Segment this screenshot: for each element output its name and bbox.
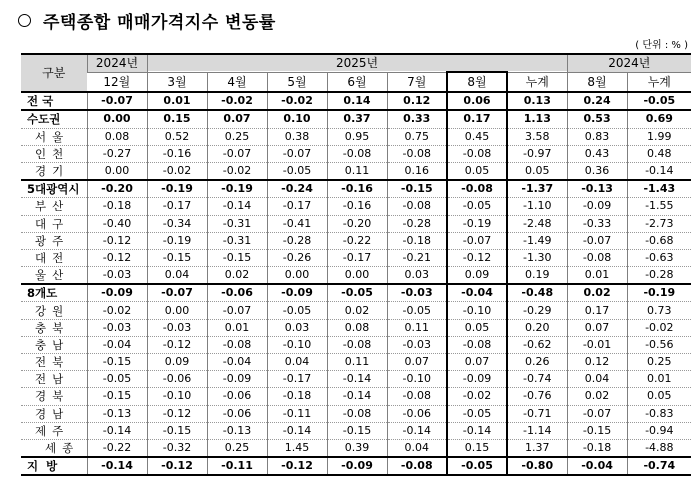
cell-highlight: 0.05 bbox=[447, 162, 507, 180]
cell: -0.09 bbox=[267, 284, 327, 302]
cell: -0.08 bbox=[387, 457, 447, 475]
cell: -0.15 bbox=[327, 422, 387, 439]
cell: 0.00 bbox=[147, 302, 207, 319]
table-row bbox=[21, 198, 691, 215]
cell: 0.00 bbox=[327, 267, 387, 285]
cell: -0.31 bbox=[207, 232, 267, 249]
cell-highlight: -0.04 bbox=[447, 284, 507, 302]
row-label: 세종 bbox=[21, 439, 87, 457]
cell: -0.14 bbox=[87, 422, 147, 439]
cell: -0.28 bbox=[387, 215, 447, 232]
cell-highlight: -0.08 bbox=[447, 145, 507, 162]
cell: -0.14 bbox=[327, 371, 387, 388]
cell: 0.14 bbox=[327, 92, 387, 110]
cell: -0.09 bbox=[207, 371, 267, 388]
cell: 0.12 bbox=[387, 92, 447, 110]
cell: -0.16 bbox=[327, 198, 387, 215]
col-header: 7월 bbox=[387, 72, 447, 92]
cell-highlight: -0.07 bbox=[447, 232, 507, 249]
table-row bbox=[21, 232, 691, 249]
cell: -0.04 bbox=[207, 354, 267, 371]
cell: 0.04 bbox=[567, 371, 627, 388]
cell: 0.36 bbox=[567, 162, 627, 180]
cell: -0.19 bbox=[207, 180, 267, 198]
cell: 0.38 bbox=[267, 128, 327, 145]
cell: 0.09 bbox=[147, 354, 207, 371]
cell: 0.73 bbox=[627, 302, 691, 319]
col-header: 6월 bbox=[327, 72, 387, 92]
cell-highlight: -0.14 bbox=[447, 422, 507, 439]
cell: 0.75 bbox=[387, 128, 447, 145]
row-label: 서울 bbox=[21, 128, 87, 145]
cell: -1.30 bbox=[507, 249, 567, 266]
cell: -0.15 bbox=[147, 422, 207, 439]
cell: -0.12 bbox=[147, 336, 207, 353]
cell: -0.03 bbox=[387, 284, 447, 302]
cell: 0.33 bbox=[387, 110, 447, 128]
cell-highlight: -0.05 bbox=[447, 405, 507, 422]
cell: -0.04 bbox=[567, 457, 627, 475]
cell: -0.74 bbox=[627, 457, 691, 475]
cell-highlight: -0.08 bbox=[447, 180, 507, 198]
cell: -0.19 bbox=[147, 180, 207, 198]
cell: 0.02 bbox=[327, 302, 387, 319]
cell: -0.01 bbox=[567, 336, 627, 353]
cell: -0.20 bbox=[87, 180, 147, 198]
cell: 0.48 bbox=[627, 145, 691, 162]
cell: -0.62 bbox=[507, 336, 567, 353]
cell: 0.00 bbox=[267, 267, 327, 285]
cell: 0.02 bbox=[567, 388, 627, 405]
table-row bbox=[21, 110, 691, 128]
row-label: 인천 bbox=[21, 145, 87, 162]
cell: 0.52 bbox=[147, 128, 207, 145]
cell: 0.08 bbox=[87, 128, 147, 145]
cell: -0.17 bbox=[147, 198, 207, 215]
cell: -0.04 bbox=[87, 336, 147, 353]
cell: -0.03 bbox=[87, 319, 147, 336]
cell: -0.28 bbox=[267, 232, 327, 249]
cell: -0.14 bbox=[207, 198, 267, 215]
cell: 0.12 bbox=[567, 354, 627, 371]
cell: -0.06 bbox=[207, 388, 267, 405]
cell-highlight: -0.02 bbox=[447, 388, 507, 405]
cell-highlight: 0.15 bbox=[447, 439, 507, 457]
row-label: 제주 bbox=[21, 422, 87, 439]
cell: 0.01 bbox=[207, 319, 267, 336]
cell: 0.19 bbox=[507, 267, 567, 285]
cell: -0.10 bbox=[267, 336, 327, 353]
row-label: 경북 bbox=[21, 388, 87, 405]
cell: -0.08 bbox=[327, 405, 387, 422]
row-label: 전남 bbox=[21, 371, 87, 388]
cell: -0.12 bbox=[87, 249, 147, 266]
cell: -0.15 bbox=[147, 249, 207, 266]
cell: -0.12 bbox=[147, 457, 207, 475]
row-label: 5대광역시 bbox=[21, 180, 87, 198]
cell: -0.07 bbox=[207, 302, 267, 319]
cell-highlight: -0.12 bbox=[447, 249, 507, 266]
cell-highlight: -0.10 bbox=[447, 302, 507, 319]
table-row bbox=[21, 457, 691, 475]
circle-bullet-icon bbox=[18, 14, 31, 27]
cell: -0.32 bbox=[147, 439, 207, 457]
table-row bbox=[21, 284, 691, 302]
cell: -0.05 bbox=[327, 284, 387, 302]
table-row bbox=[21, 405, 691, 422]
cell: 0.10 bbox=[267, 110, 327, 128]
unit-label: ( 단위 : % ) bbox=[635, 40, 688, 51]
cell: -1.43 bbox=[627, 180, 691, 198]
table-row bbox=[21, 267, 691, 285]
col-header: 누계 bbox=[627, 72, 691, 92]
cell-highlight: -0.09 bbox=[447, 371, 507, 388]
row-label: 광주 bbox=[21, 232, 87, 249]
cell: -0.76 bbox=[507, 388, 567, 405]
cell: -0.14 bbox=[267, 422, 327, 439]
row-label: 강원 bbox=[21, 302, 87, 319]
cell: -0.31 bbox=[207, 215, 267, 232]
cell: -0.08 bbox=[207, 336, 267, 353]
cell: -1.10 bbox=[507, 198, 567, 215]
cell: -0.14 bbox=[627, 162, 691, 180]
cell: -0.97 bbox=[507, 145, 567, 162]
cell: -0.26 bbox=[267, 249, 327, 266]
cell: 0.03 bbox=[267, 319, 327, 336]
cell-highlight: 0.09 bbox=[447, 267, 507, 285]
cell: -0.02 bbox=[207, 92, 267, 110]
cell: 1.45 bbox=[267, 439, 327, 457]
row-label: 대구 bbox=[21, 215, 87, 232]
table-row bbox=[21, 180, 691, 198]
cell: 0.04 bbox=[387, 439, 447, 457]
cell: -0.18 bbox=[567, 439, 627, 457]
cell: -0.08 bbox=[387, 145, 447, 162]
cell: 0.01 bbox=[567, 267, 627, 285]
cell: 0.04 bbox=[267, 354, 327, 371]
header-group-2024: 2024년 bbox=[567, 54, 691, 72]
cell: -1.55 bbox=[627, 198, 691, 215]
col-header: 8월 bbox=[567, 72, 627, 92]
cell: -0.29 bbox=[507, 302, 567, 319]
cell: -0.06 bbox=[387, 405, 447, 422]
cell: -0.16 bbox=[147, 145, 207, 162]
cell: -0.07 bbox=[147, 284, 207, 302]
cell: -0.40 bbox=[87, 215, 147, 232]
cell: -0.06 bbox=[207, 405, 267, 422]
cell: -0.02 bbox=[147, 162, 207, 180]
cell: 0.13 bbox=[507, 92, 567, 110]
cell: -0.21 bbox=[387, 249, 447, 266]
cell: -4.88 bbox=[627, 439, 691, 457]
cell: -0.56 bbox=[627, 336, 691, 353]
cell: 0.39 bbox=[327, 439, 387, 457]
cell: -0.27 bbox=[87, 145, 147, 162]
cell: 3.58 bbox=[507, 128, 567, 145]
cell: 0.05 bbox=[507, 162, 567, 180]
cell: -0.83 bbox=[627, 405, 691, 422]
cell: -0.22 bbox=[327, 232, 387, 249]
cell: 0.07 bbox=[387, 354, 447, 371]
cell: -0.07 bbox=[567, 232, 627, 249]
col-header: 누계 bbox=[507, 72, 567, 92]
cell: -0.08 bbox=[327, 145, 387, 162]
table-row bbox=[21, 439, 691, 457]
row-label: 지방 bbox=[21, 457, 87, 475]
header-group-2024-prev: 2024년 bbox=[87, 54, 147, 72]
cell: -0.05 bbox=[267, 162, 327, 180]
table-row bbox=[21, 128, 691, 145]
cell: -0.05 bbox=[627, 92, 691, 110]
cell: -0.15 bbox=[207, 249, 267, 266]
cell: 0.25 bbox=[207, 128, 267, 145]
table-row bbox=[21, 92, 691, 110]
table-row bbox=[21, 354, 691, 371]
cell: -0.05 bbox=[267, 302, 327, 319]
header-group-2025: 2025년 bbox=[147, 54, 567, 72]
cell: -1.37 bbox=[507, 180, 567, 198]
cell-highlight: 0.05 bbox=[447, 319, 507, 336]
cell: -0.71 bbox=[507, 405, 567, 422]
cell: -0.13 bbox=[567, 180, 627, 198]
table-row bbox=[21, 215, 691, 232]
cell: 0.05 bbox=[627, 388, 691, 405]
cell: -0.15 bbox=[87, 388, 147, 405]
cell: 0.03 bbox=[387, 267, 447, 285]
cell: -0.07 bbox=[567, 405, 627, 422]
cell: -0.11 bbox=[267, 405, 327, 422]
cell: -0.03 bbox=[87, 267, 147, 285]
cell: -0.15 bbox=[387, 180, 447, 198]
cell: 0.00 bbox=[87, 110, 147, 128]
cell: 0.20 bbox=[507, 319, 567, 336]
cell-highlight: 0.07 bbox=[447, 354, 507, 371]
cell-highlight: 0.06 bbox=[447, 92, 507, 110]
table-row bbox=[21, 422, 691, 439]
page-title bbox=[18, 8, 276, 33]
cell: -0.15 bbox=[87, 354, 147, 371]
cell: 0.11 bbox=[387, 319, 447, 336]
cell: 0.17 bbox=[567, 302, 627, 319]
cell: -0.09 bbox=[567, 198, 627, 215]
row-label: 전북 bbox=[21, 354, 87, 371]
cell: 1.37 bbox=[507, 439, 567, 457]
cell: -0.08 bbox=[387, 198, 447, 215]
cell: 0.15 bbox=[147, 110, 207, 128]
cell: -0.24 bbox=[267, 180, 327, 198]
cell: -0.18 bbox=[87, 198, 147, 215]
cell: -0.22 bbox=[87, 439, 147, 457]
cell: 0.01 bbox=[627, 371, 691, 388]
row-label: 경남 bbox=[21, 405, 87, 422]
cell: -2.73 bbox=[627, 215, 691, 232]
row-label: 울산 bbox=[21, 267, 87, 285]
cell: -0.74 bbox=[507, 371, 567, 388]
cell: 0.25 bbox=[207, 439, 267, 457]
price-change-table bbox=[21, 53, 691, 476]
table-row bbox=[21, 249, 691, 266]
col-header: 4월 bbox=[207, 72, 267, 92]
row-label: 충북 bbox=[21, 319, 87, 336]
cell-highlight: -0.05 bbox=[447, 457, 507, 475]
cell: 0.16 bbox=[387, 162, 447, 180]
cell: 0.07 bbox=[567, 319, 627, 336]
table-row bbox=[21, 145, 691, 162]
cell: -0.02 bbox=[207, 162, 267, 180]
cell: 0.00 bbox=[87, 162, 147, 180]
cell: 0.69 bbox=[627, 110, 691, 128]
cell: 0.07 bbox=[207, 110, 267, 128]
row-label: 부산 bbox=[21, 198, 87, 215]
cell: -0.13 bbox=[87, 405, 147, 422]
table-row bbox=[21, 162, 691, 180]
cell: 0.02 bbox=[207, 267, 267, 285]
table-row bbox=[21, 302, 691, 319]
col-header-highlight: 8월 bbox=[447, 72, 507, 92]
col-header: 3월 bbox=[147, 72, 207, 92]
cell: -0.80 bbox=[507, 457, 567, 475]
table-row bbox=[21, 371, 691, 388]
cell: -0.41 bbox=[267, 215, 327, 232]
cell: -0.34 bbox=[147, 215, 207, 232]
cell: -0.07 bbox=[87, 92, 147, 110]
table-row bbox=[21, 336, 691, 353]
cell: -0.08 bbox=[327, 336, 387, 353]
cell: -0.05 bbox=[87, 371, 147, 388]
row-label: 8개도 bbox=[21, 284, 87, 302]
cell: -0.12 bbox=[147, 405, 207, 422]
cell: -0.14 bbox=[387, 422, 447, 439]
cell: 0.25 bbox=[627, 354, 691, 371]
header-category: 구분 bbox=[21, 54, 87, 92]
cell: -0.02 bbox=[267, 92, 327, 110]
row-label: 전 국 bbox=[27, 94, 54, 109]
cell: -0.05 bbox=[387, 302, 447, 319]
cell: -0.09 bbox=[87, 284, 147, 302]
row-label: 대전 bbox=[21, 249, 87, 266]
cell: -1.14 bbox=[507, 422, 567, 439]
cell: -0.17 bbox=[267, 371, 327, 388]
cell: -0.12 bbox=[267, 457, 327, 475]
cell: 0.83 bbox=[567, 128, 627, 145]
cell: -0.19 bbox=[147, 232, 207, 249]
cell: 0.53 bbox=[567, 110, 627, 128]
cell: -0.13 bbox=[207, 422, 267, 439]
cell: -0.03 bbox=[387, 336, 447, 353]
cell: -0.06 bbox=[207, 284, 267, 302]
cell: -0.68 bbox=[627, 232, 691, 249]
cell: -0.48 bbox=[507, 284, 567, 302]
cell-highlight: 0.17 bbox=[447, 110, 507, 128]
cell: 0.04 bbox=[147, 267, 207, 285]
cell: -0.07 bbox=[207, 145, 267, 162]
cell: -0.63 bbox=[627, 249, 691, 266]
cell: 0.26 bbox=[507, 354, 567, 371]
cell: -0.18 bbox=[267, 388, 327, 405]
row-label: 경기 bbox=[21, 162, 87, 180]
cell: 0.08 bbox=[327, 319, 387, 336]
cell: -0.14 bbox=[327, 388, 387, 405]
cell: -0.33 bbox=[567, 215, 627, 232]
table-row bbox=[21, 388, 691, 405]
cell-highlight: -0.19 bbox=[447, 215, 507, 232]
cell: -0.20 bbox=[327, 215, 387, 232]
cell: 0.01 bbox=[147, 92, 207, 110]
cell: -0.19 bbox=[627, 284, 691, 302]
cell: -0.08 bbox=[567, 249, 627, 266]
cell: 1.13 bbox=[507, 110, 567, 128]
cell: -2.48 bbox=[507, 215, 567, 232]
cell: -0.08 bbox=[387, 388, 447, 405]
cell: -1.49 bbox=[507, 232, 567, 249]
cell: 1.99 bbox=[627, 128, 691, 145]
cell: -0.12 bbox=[87, 232, 147, 249]
cell: 0.24 bbox=[567, 92, 627, 110]
cell: -0.28 bbox=[627, 267, 691, 285]
cell: -0.14 bbox=[87, 457, 147, 475]
cell: 0.11 bbox=[327, 354, 387, 371]
cell-highlight: 0.45 bbox=[447, 128, 507, 145]
cell: -0.15 bbox=[567, 422, 627, 439]
table-row bbox=[21, 319, 691, 336]
cell: -0.07 bbox=[267, 145, 327, 162]
cell: -0.16 bbox=[327, 180, 387, 198]
cell: -0.18 bbox=[387, 232, 447, 249]
row-label: 충남 bbox=[21, 336, 87, 353]
cell: -0.06 bbox=[147, 371, 207, 388]
cell: 0.43 bbox=[567, 145, 627, 162]
title-text: 주택종합 매매가격지수 변동률 bbox=[43, 13, 276, 33]
cell: -0.94 bbox=[627, 422, 691, 439]
cell: 0.37 bbox=[327, 110, 387, 128]
col-header: 5월 bbox=[267, 72, 327, 92]
col-header: 12월 bbox=[87, 72, 147, 92]
cell-highlight: -0.08 bbox=[447, 336, 507, 353]
cell: 0.11 bbox=[327, 162, 387, 180]
cell: -0.17 bbox=[267, 198, 327, 215]
cell: -0.02 bbox=[87, 302, 147, 319]
cell: 0.95 bbox=[327, 128, 387, 145]
cell: -0.03 bbox=[147, 319, 207, 336]
cell-highlight: -0.05 bbox=[447, 198, 507, 215]
cell: -0.10 bbox=[147, 388, 207, 405]
cell: -0.17 bbox=[327, 249, 387, 266]
cell: -0.10 bbox=[387, 371, 447, 388]
cell: -0.09 bbox=[327, 457, 387, 475]
cell: -0.11 bbox=[207, 457, 267, 475]
cell: -0.02 bbox=[627, 319, 691, 336]
row-label: 수도권 bbox=[21, 110, 87, 128]
cell: 0.02 bbox=[567, 284, 627, 302]
